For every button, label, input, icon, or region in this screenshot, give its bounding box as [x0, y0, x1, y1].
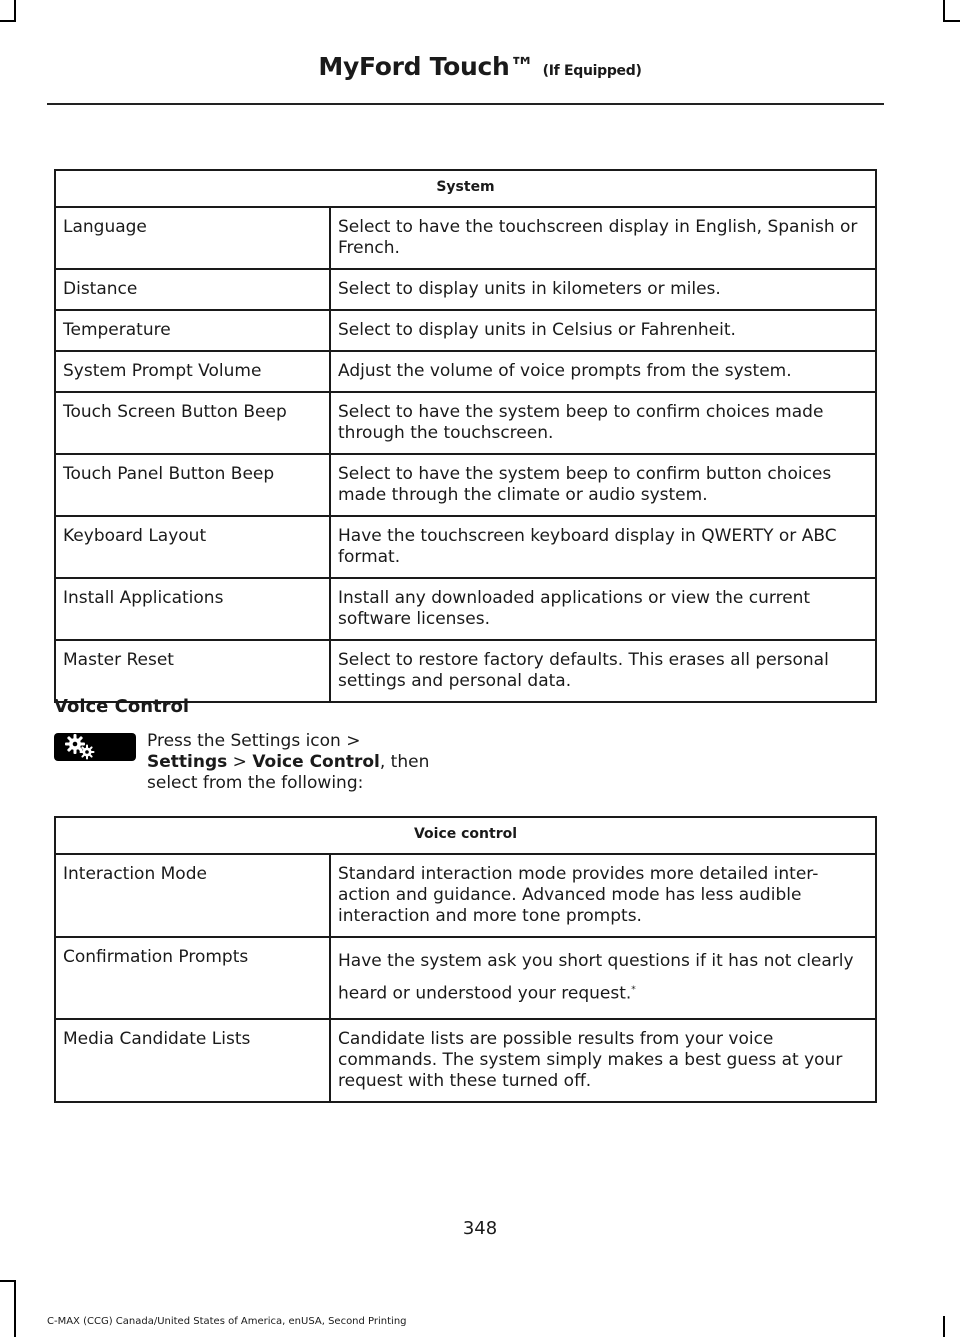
- page-header-title: [0, 52, 960, 81]
- table-row: [55, 578, 876, 640]
- system-table: [54, 169, 877, 703]
- table-row: [55, 269, 876, 310]
- page-number: 348: [462, 1218, 498, 1239]
- setting-description: Install any downloaded applications or view the current software licenses.: [330, 578, 876, 640]
- header-rule: [47, 103, 884, 105]
- table-row: [55, 207, 876, 269]
- crop-mark: [0, 20, 16, 22]
- crop-mark: [0, 1280, 16, 1282]
- header-title-main: MyFord Touch™: [318, 52, 535, 81]
- setting-name: Touch Screen Button Beep: [55, 392, 330, 454]
- voice-control-menu-label: Voice Control: [252, 752, 380, 772]
- instruction-text: Press the Settings icon >: [147, 731, 361, 751]
- setting-name: Confirmation Prompts: [55, 937, 330, 1019]
- table-row: [55, 640, 876, 702]
- setting-description: Select to restore factory defaults. This erases all personal settings and personal data.: [330, 640, 876, 702]
- setting-name: Interaction Mode: [55, 854, 330, 937]
- table-row: [55, 854, 876, 937]
- table-row: [55, 454, 876, 516]
- setting-description: Select to have the system beep to confirm choices made through the touchscreen.: [330, 392, 876, 454]
- table-row: [55, 310, 876, 351]
- setting-name: Master Reset: [55, 640, 330, 702]
- setting-description: Standard interaction mode provides more detailed inter-action and guidance. Advanced mode has less audible interaction and more tone prompts.: [330, 854, 876, 937]
- setting-description: Select to display units in kilometers or miles.: [330, 269, 876, 310]
- setting-name: Distance: [55, 269, 330, 310]
- settings-gears-icon: [54, 733, 136, 761]
- voice-control-instruction: [147, 731, 477, 794]
- setting-name: Install Applications: [55, 578, 330, 640]
- table-row: [55, 392, 876, 454]
- setting-description: Have the touchscreen keyboard display in QWERTY or ABC format.: [330, 516, 876, 578]
- setting-name: Touch Panel Button Beep: [55, 454, 330, 516]
- setting-description: Select to display units in Celsius or Fahrenheit.: [330, 310, 876, 351]
- setting-name: System Prompt Volume: [55, 351, 330, 392]
- setting-description: Select to have the touchscreen display in English, Spanish or French.: [330, 207, 876, 269]
- table-row: [55, 1019, 876, 1102]
- table-row: [55, 516, 876, 578]
- setting-name: Temperature: [55, 310, 330, 351]
- voice-control-heading: Voice Control: [54, 696, 190, 717]
- crop-mark: [943, 20, 960, 22]
- voice-table-heading: Voice control: [55, 817, 876, 854]
- system-table-heading: System: [55, 170, 876, 207]
- table-row: [55, 351, 876, 392]
- setting-name: Language: [55, 207, 330, 269]
- table-row: [55, 937, 876, 1019]
- setting-description: Select to have the system beep to confirm button choices made through the climate or audio system.: [330, 454, 876, 516]
- header-title-subtitle: (If Equipped): [542, 63, 642, 79]
- setting-name: Media Candidate Lists: [55, 1019, 330, 1102]
- crop-mark: [14, 1280, 16, 1337]
- crop-mark: [943, 0, 945, 20]
- crop-mark: [943, 1316, 945, 1337]
- setting-description-cell: [330, 937, 876, 1019]
- voice-control-table: [54, 816, 877, 1103]
- instruction-text: , then select from the following:: [147, 752, 430, 793]
- setting-name: Keyboard Layout: [55, 516, 330, 578]
- setting-description: Candidate lists are possible results from your voice commands. The system simply makes a best guess at your request with these turned off.: [330, 1019, 876, 1102]
- crop-mark: [14, 0, 16, 20]
- footer-text: C-MAX (CCG) Canada/United States of America, enUSA, Second Printing: [47, 1316, 407, 1327]
- setting-description: Adjust the volume of voice prompts from the system.: [330, 351, 876, 392]
- menu-separator: >: [227, 752, 253, 772]
- settings-menu-label: Settings: [147, 752, 228, 772]
- setting-description: Have the system ask you short questions if it has not clearly heard or understood your request.: [338, 951, 854, 1004]
- footnote-marker: *: [631, 985, 636, 995]
